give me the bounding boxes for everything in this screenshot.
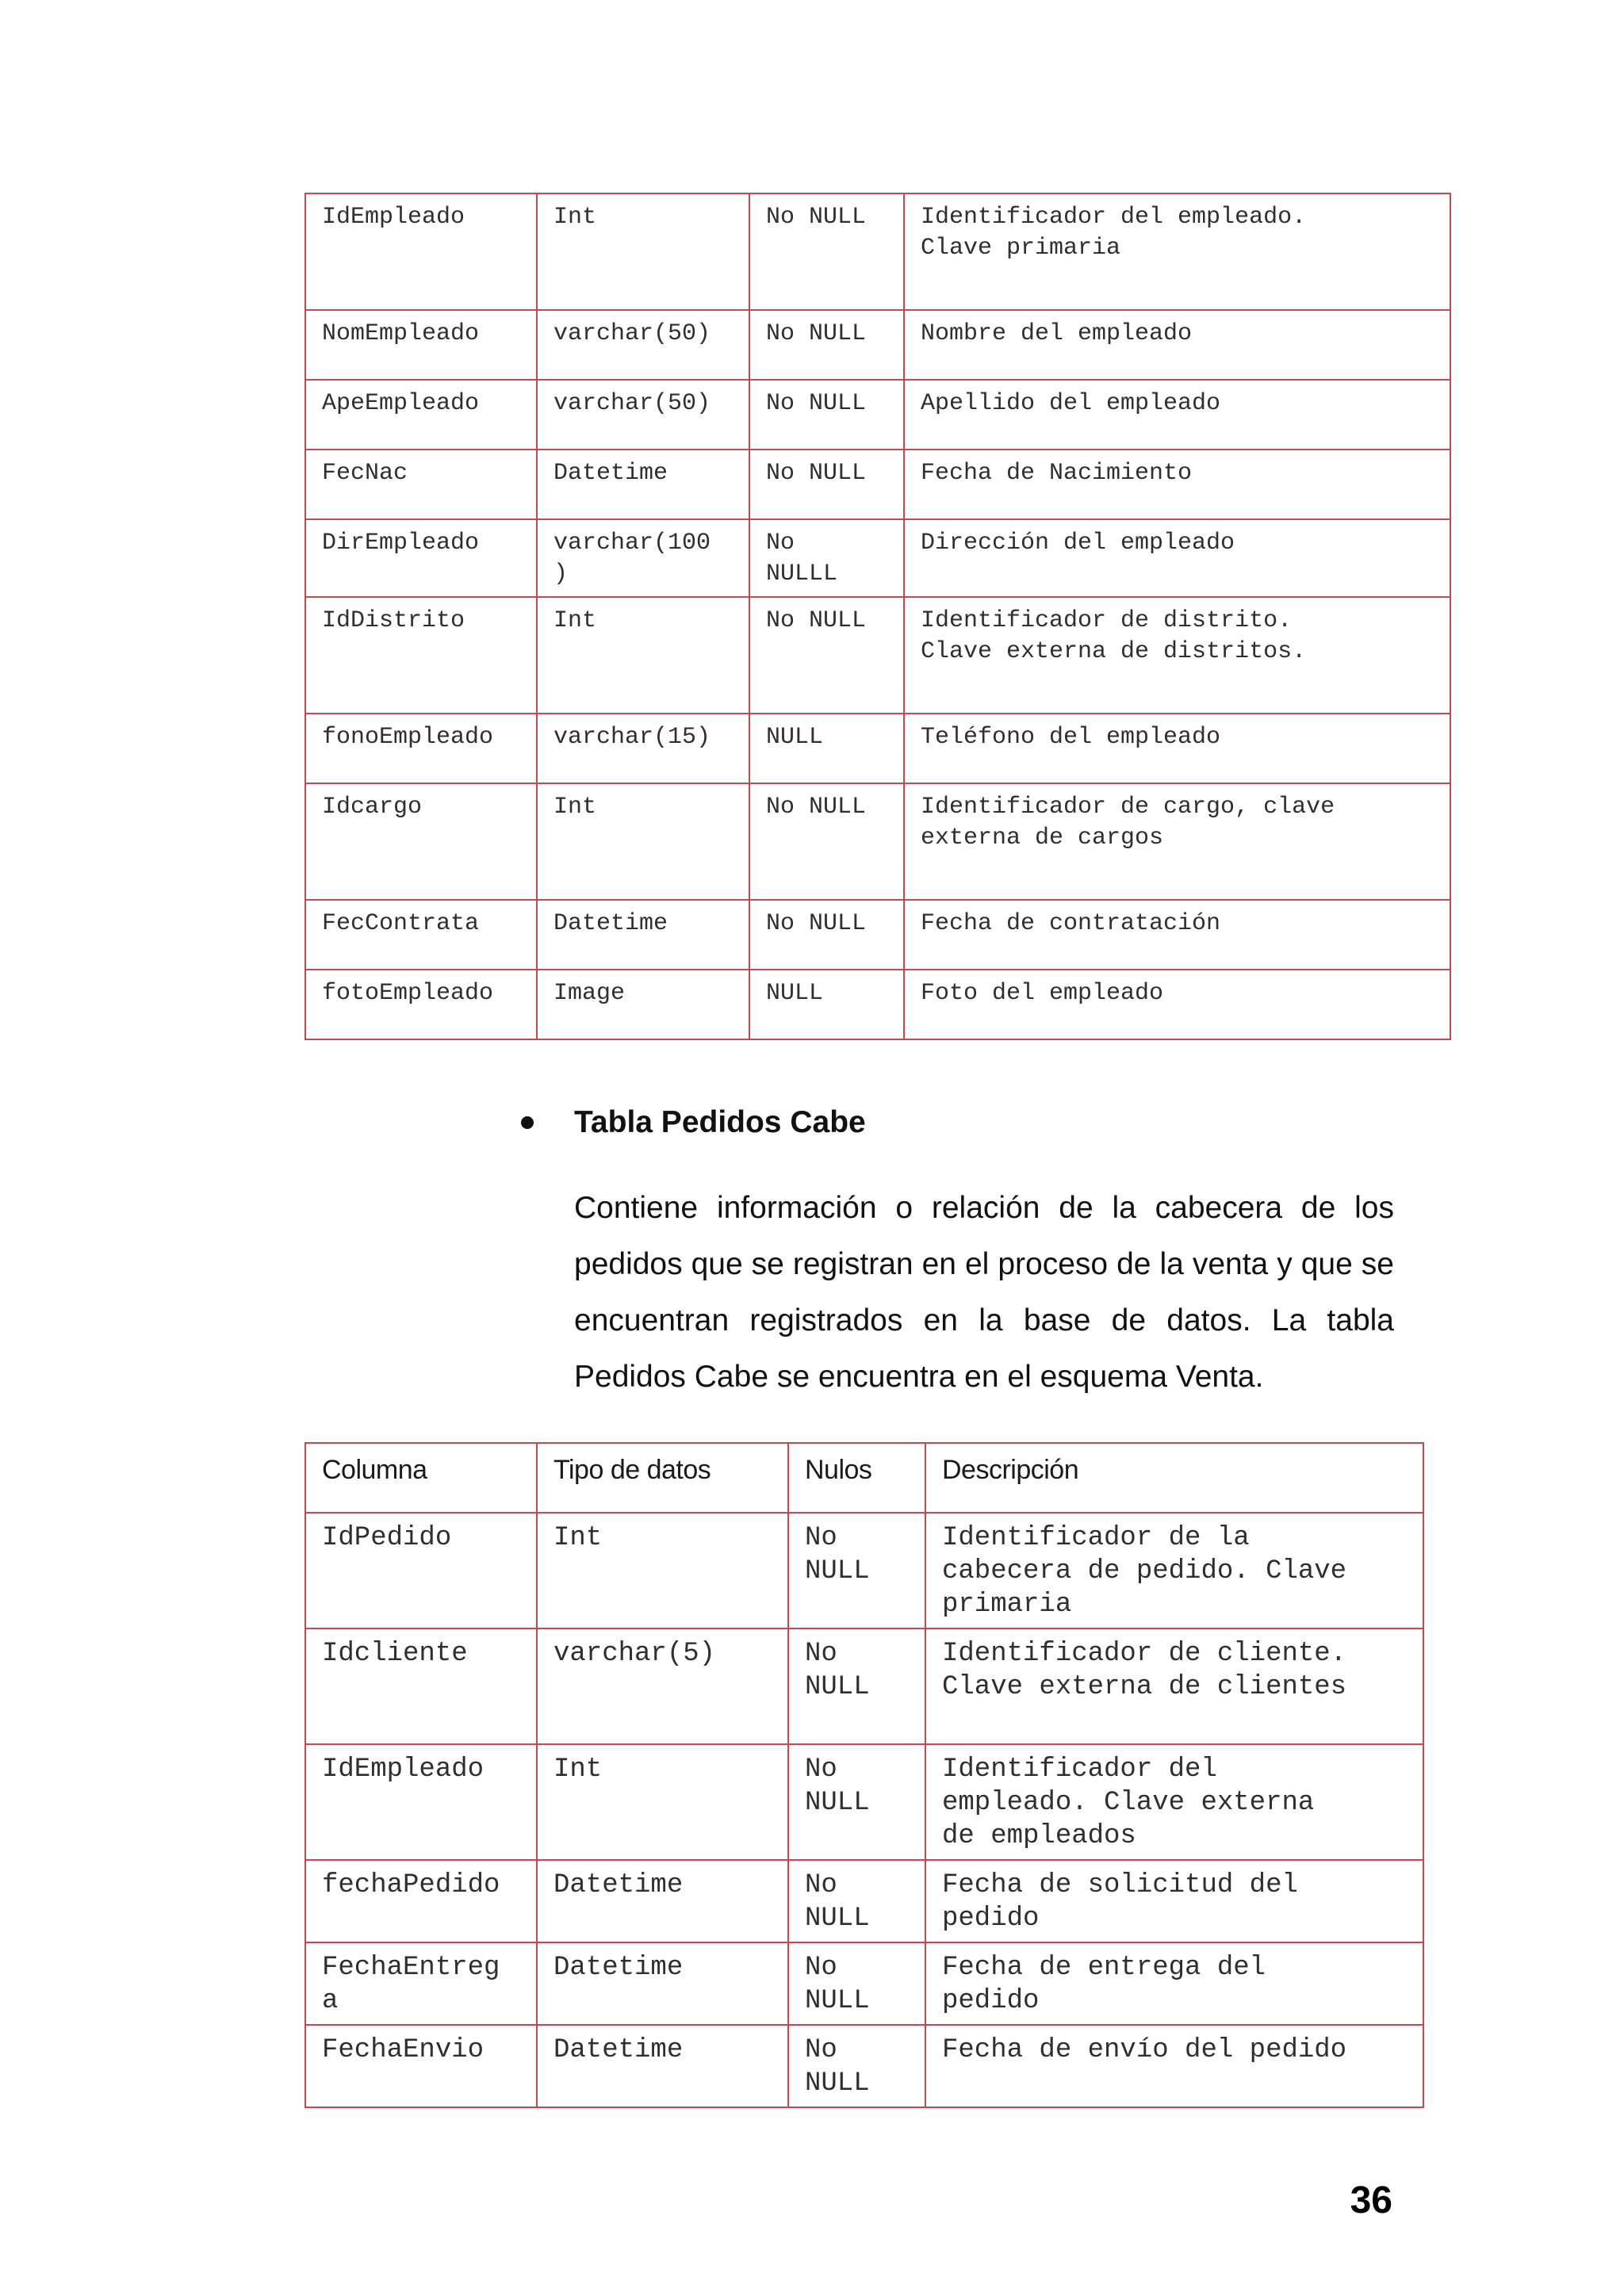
table-cell: Int [537, 783, 749, 900]
table-cell: Identificador de la cabecera de pedido. Clave primaria [925, 1513, 1423, 1628]
table-row [305, 970, 1450, 1039]
table-cell: Idcliente [305, 1628, 537, 1744]
pedidos-cabe-table-body [305, 1513, 1423, 2107]
table-cell: Foto del empleado [904, 970, 1450, 1039]
table-row [305, 1744, 1423, 1860]
empleados-table-body [305, 193, 1450, 1039]
table-cell: Identificador de distrito. Clave externa de distritos. [904, 597, 1450, 714]
table-cell: Image [537, 970, 749, 1039]
table-cell: No NULL [788, 1744, 925, 1860]
table-cell: Int [537, 1513, 788, 1628]
table-cell: No NULL [749, 450, 904, 519]
pedidos-cabe-table-header [305, 1443, 1423, 1513]
table-cell: varchar(50) [537, 310, 749, 380]
table-row [305, 1860, 1423, 1942]
table-cell: fotoEmpleado [305, 970, 537, 1039]
table-cell: Dirección del empleado [904, 519, 1450, 597]
table-cell: Apellido del empleado [904, 380, 1450, 450]
table-cell: Int [537, 193, 749, 310]
table-cell: varchar(15) [537, 714, 749, 783]
table-row [305, 519, 1450, 597]
table-cell: fonoEmpleado [305, 714, 537, 783]
table-row [305, 1942, 1423, 2025]
column-header: Descripción [925, 1443, 1423, 1513]
table-row [305, 783, 1450, 900]
table-row [305, 900, 1450, 970]
table-row [305, 714, 1450, 783]
table-cell: NomEmpleado [305, 310, 537, 380]
table-cell: No NULL [749, 193, 904, 310]
table-cell: No NULL [788, 1628, 925, 1744]
table-cell: Fecha de solicitud del pedido [925, 1860, 1423, 1942]
table-cell: NULL [749, 970, 904, 1039]
table-header-row [305, 1443, 1423, 1513]
table-cell: No NULL [749, 783, 904, 900]
table-row [305, 450, 1450, 519]
section-heading-text: Tabla Pedidos Cabe [574, 1105, 866, 1139]
table-cell: Datetime [537, 1860, 788, 1942]
table-cell: Identificador del empleado. Clave externa de empleados [925, 1744, 1423, 1860]
table-cell: Fecha de envío del pedido [925, 2025, 1423, 2107]
table-cell: IdPedido [305, 1513, 537, 1628]
table-cell: IdEmpleado [305, 193, 537, 310]
empleados-table [304, 193, 1451, 1040]
table-cell: Fecha de entrega del pedido [925, 1942, 1423, 2025]
table-cell: No NULL [749, 380, 904, 450]
table-cell: No NULL [749, 900, 904, 970]
table-cell: FechaEnvio [305, 2025, 537, 2107]
table-cell: Nombre del empleado [904, 310, 1450, 380]
table-cell: Identificador de cliente. Clave externa de clientes [925, 1628, 1423, 1744]
table-cell: Datetime [537, 450, 749, 519]
table-cell: Fecha de Nacimiento [904, 450, 1450, 519]
table-cell: Identificador de cargo, clave externa de cargos [904, 783, 1450, 900]
table-cell: Datetime [537, 900, 749, 970]
page-number: 36 [1350, 2179, 1392, 2221]
table-cell: No NULLL [749, 519, 904, 597]
column-header: Tipo de datos [537, 1443, 788, 1513]
table-cell: varchar(5) [537, 1628, 788, 1744]
table-cell: No NULL [788, 1860, 925, 1942]
table-cell: Datetime [537, 2025, 788, 2107]
table-row [305, 2025, 1423, 2107]
table-cell: FechaEntreg a [305, 1942, 537, 2025]
table-cell: Int [537, 1744, 788, 1860]
table-cell: IdEmpleado [305, 1744, 537, 1860]
table-row [305, 1513, 1423, 1628]
pedidos-cabe-table [304, 1442, 1424, 2108]
table-row [305, 193, 1450, 310]
table-cell: No NULL [749, 597, 904, 714]
table-cell: ApeEmpleado [305, 380, 537, 450]
table-cell: FecContrata [305, 900, 537, 970]
table-cell: varchar(100 ) [537, 519, 749, 597]
table-cell: varchar(50) [537, 380, 749, 450]
table-cell: IdDistrito [305, 597, 537, 714]
table-cell: Idcargo [305, 783, 537, 900]
table-row [305, 1628, 1423, 1744]
table-cell: Datetime [537, 1942, 788, 2025]
table-cell: FecNac [305, 450, 537, 519]
section-paragraph: Contiene información o relación de la cabecera de los pedidos que se registran en el proceso de la venta y que se encuentran registrados en la base de datos. La tabla Pedidos Cabe se encuentra en el esquema Venta. [574, 1191, 1394, 1394]
column-header: Columna [305, 1443, 537, 1513]
table-cell: No NULL [788, 1942, 925, 2025]
table-cell: Teléfono del empleado [904, 714, 1450, 783]
table-row [305, 380, 1450, 450]
table-row [305, 597, 1450, 714]
table-cell: DirEmpleado [305, 519, 537, 597]
table-cell: Identificador del empleado. Clave primaria [904, 193, 1450, 310]
table-cell: Fecha de contratación [904, 900, 1450, 970]
column-header: Nulos [788, 1443, 925, 1513]
table-cell: Int [537, 597, 749, 714]
table-row [305, 310, 1450, 380]
table-cell: No NULL [788, 1513, 925, 1628]
table-cell: No NULL [749, 310, 904, 380]
table-cell: No NULL [788, 2025, 925, 2107]
table-cell: fechaPedido [305, 1860, 537, 1942]
bullet-icon [521, 1116, 534, 1129]
table-cell: NULL [749, 714, 904, 783]
